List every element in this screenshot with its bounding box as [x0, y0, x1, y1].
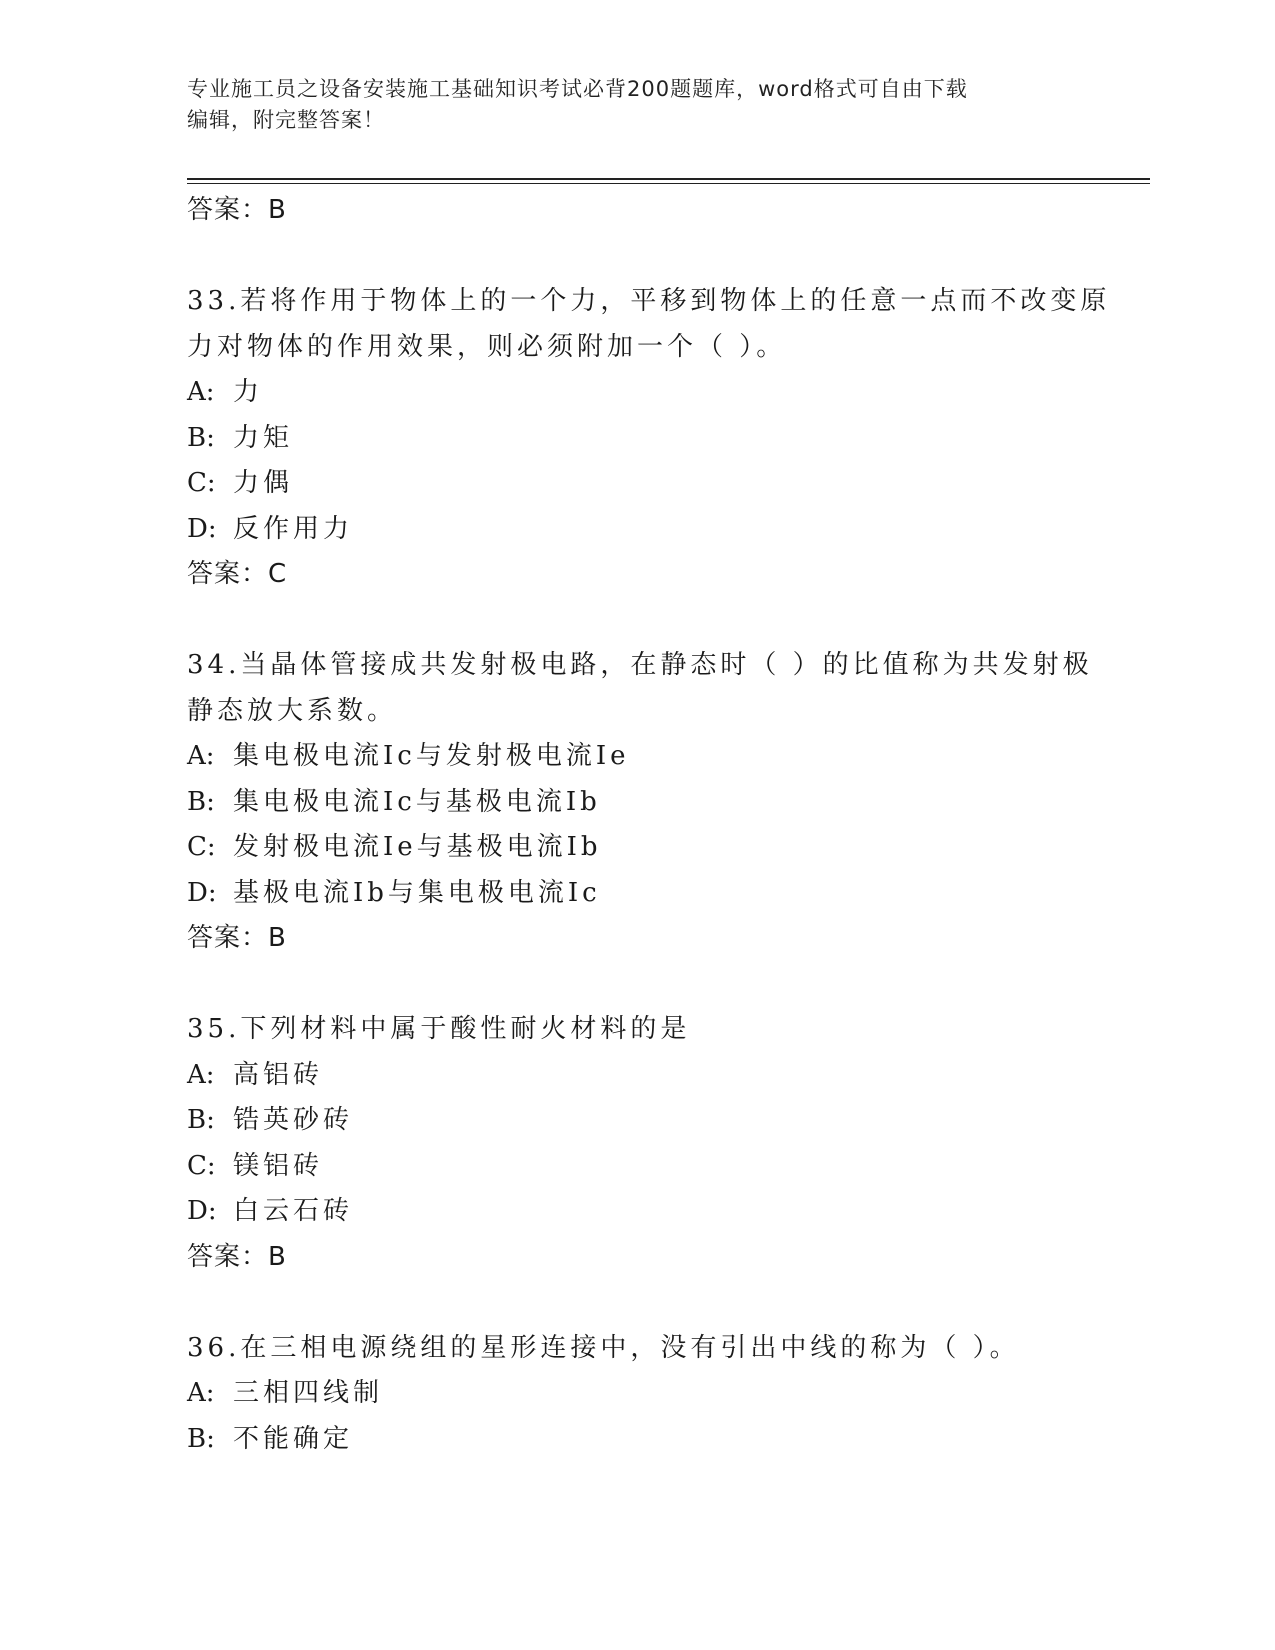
spacer: [187, 1280, 1087, 1326]
option-c: [187, 1144, 1087, 1190]
question-stem: 33.若将作用于物体上的一个力，平移到物体上的任意一点而不改变原: [187, 286, 1111, 316]
question-answer: 答案：C: [187, 559, 288, 589]
option-letter: D:: [187, 877, 217, 908]
option-text: 发射极电流Ie与基极电流Ib: [233, 832, 602, 862]
option-letter: A:: [187, 741, 215, 771]
header-line-1: 专业施工员之设备安装施工基础知识考试必背200题题库，word格式可自由下载: [187, 77, 968, 101]
question-stem: 力对物体的作用效果，则必须附加一个（ ）。: [187, 331, 787, 362]
option-text: 力: [233, 377, 264, 407]
question-answer: 答案：B: [187, 923, 287, 953]
previous-answer: 答案：B: [187, 195, 287, 225]
option-d: [187, 871, 1087, 917]
question-content: [187, 188, 1111, 1462]
option-a: [187, 370, 1087, 416]
question-block: [187, 643, 1093, 962]
option-text: 不能确定: [233, 1423, 354, 1454]
option-letter: C:: [187, 1150, 216, 1181]
header-line-2: 编辑，附完整答案！: [187, 108, 385, 132]
option-d: [187, 507, 1087, 553]
option-text: 镁铝砖: [233, 1150, 324, 1181]
option-letter: A:: [187, 1378, 215, 1408]
option-text: 力偶: [233, 468, 294, 498]
option-letter: B:: [187, 1423, 215, 1454]
option-letter: D:: [187, 513, 217, 544]
option-c: [187, 825, 1087, 871]
option-text: 基极电流Ib与集电极电流Ic: [233, 877, 601, 908]
option-letter: A:: [187, 1059, 215, 1090]
option-text: 力矩: [233, 422, 294, 453]
option-d: [187, 1189, 1087, 1235]
option-text: 白云石砖: [233, 1196, 354, 1226]
option-a: [187, 1371, 1087, 1417]
option-b: [187, 1417, 1087, 1463]
option-letter: B:: [187, 1105, 215, 1135]
option-text: 集电极电流Ic与发射极电流Ie: [233, 741, 630, 771]
option-text: 集电极电流Ic与基极电流Ib: [233, 786, 601, 817]
page-header: [187, 74, 1087, 136]
option-text: 锆英砂砖: [233, 1105, 354, 1135]
question-answer: 答案：B: [187, 1241, 287, 1272]
option-text: 三相四线制: [233, 1378, 384, 1408]
question-stem: 36.在三相电源绕组的星形连接中，没有引出中线的称为（ ）。: [187, 1332, 1020, 1363]
question-block: [187, 279, 1111, 598]
question-block: [187, 1326, 1087, 1463]
option-text: 高铝砖: [233, 1059, 324, 1090]
option-text: 反作用力: [233, 513, 354, 544]
spacer: [187, 234, 1087, 280]
option-a: [187, 734, 1087, 780]
question-stem: 35.下列材料中属于酸性耐火材料的是: [187, 1014, 691, 1044]
question-stem: 静态放大系数。: [187, 695, 398, 726]
option-letter: C:: [187, 832, 216, 862]
option-letter: D:: [187, 1196, 217, 1226]
option-letter: B:: [187, 422, 215, 453]
question-stem: 34.当晶体管接成共发射极电路，在静态时（ ）的比值称为共发射极: [187, 650, 1093, 680]
spacer: [187, 598, 1087, 644]
spacer: [187, 962, 1087, 1008]
option-letter: B:: [187, 786, 215, 817]
option-b: [187, 780, 1087, 826]
question-block: [187, 1007, 1087, 1280]
option-c: [187, 461, 1087, 507]
header-rule-thin: [187, 183, 1150, 184]
option-b: [187, 1098, 1087, 1144]
header-rule-thick: [187, 178, 1150, 180]
option-letter: C:: [187, 468, 216, 498]
option-letter: A:: [187, 377, 215, 407]
option-b: [187, 416, 1087, 462]
option-a: [187, 1053, 1087, 1099]
